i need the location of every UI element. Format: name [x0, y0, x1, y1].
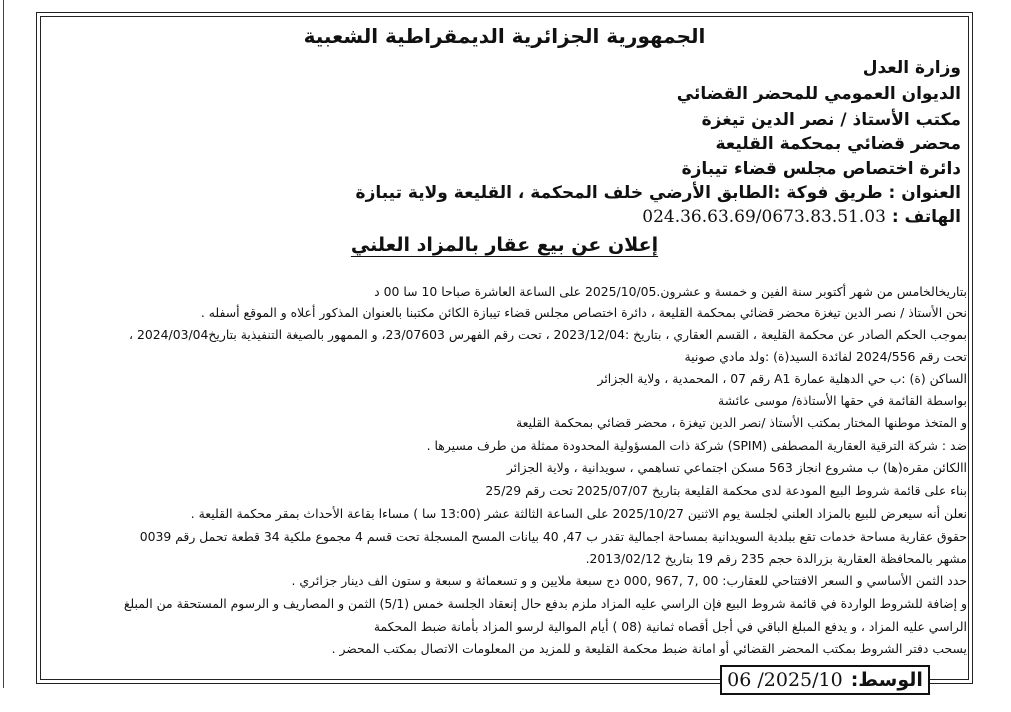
phone-label: الهاتف :	[891, 207, 961, 227]
phone-value: 024.36.63.69/0673.83.51.03	[642, 207, 886, 227]
body-line: بناء على قائمة شروط البيع المودعة لدى محكمة القليعة بتاريخ 2025/07/07 تحت رقم 25/29	[485, 483, 967, 498]
body-line: الساكن (ة) :ب حي الدهلية عمارة A1 رقم 07 ، المحمدية ، ولاية الجزائر	[597, 371, 967, 386]
bailiff-line: محضر قضائي بمحكمة القليعة	[715, 134, 961, 154]
office-line: الديوان العمومي للمحضر القضائي	[676, 84, 961, 104]
body-line: و المتخذ موطنها المختار بمكتب الأستاذ /نصر الدين تيغزة ، محضر قضائي بمحكمة القليعة	[515, 415, 967, 430]
body-line: الراسي عليه المزاد ، و يدفع المبلغ الباقي في أجل أقصاه ثمانية (08 ) أيام الموالية لرسو المزاد بأمانة ضبط المحكمة	[373, 619, 967, 634]
body-line: و إضافة للشروط الواردة في قائمة شروط البيع فإن الراسي عليه المزاد ملزم بدفع حال إنعقاد الجلسة خمس (5/1) الثمن و المصاريف و الرسوم المستحقة من المبلغ	[123, 596, 967, 611]
bureau-line: مكتب الأستاذ / نصر الدين تيغزة	[701, 110, 961, 130]
body-line: بتاريخالخامس من شهر أكتوبر سنة الفين و خمسة و عشرون.2025/10/05 على الساعة العاشرة صباحا 10 سا 00 د	[374, 284, 967, 299]
jurisdiction-line: دائرة اختصاص مجلس قضاء تيبازة	[681, 159, 961, 179]
address-label: العنوان :	[888, 183, 961, 203]
body-line: نحن الأستاذ / نصر الدين تيغزة محضر قضائي بمحكمة القليعة ، دائرة اختصاص مجلس قضاء تيبازة الكائن مكتبنا بالعنوان المذكور أعلاه و الموقع أسفله .	[200, 305, 967, 320]
body-line: بواسطة القائمة في حقها الأستاذة/ موسى عائشة	[718, 393, 967, 408]
republic-title: الجمهورية الجزائرية الديمقراطية الشعبية	[303, 24, 706, 48]
date-value: 2025/10/ 06	[727, 669, 843, 691]
ministry-line: وزارة العدل	[862, 58, 961, 78]
announcement-title: إعلان عن بيع عقار بالمزاد العلني	[350, 234, 659, 256]
body-line: بموجب الحكم الصادر عن محكمة القليعة ، القسم العقاري ، بتاريخ :2023/12/04 ، تحت رقم الفهرس 23/07603، و الممهور بالصيغة التنفيذية بتاريخ2024/03/04 ،	[129, 327, 967, 342]
address-value: طريق فوكة :الطابق الأرضي خلف المحكمة ، القليعة ولاية تيبازة	[355, 183, 883, 203]
body-line: نعلن أنه سيعرض للبيع بالمزاد العلني لجلسة يوم الاثنين 2025/10/27 على الساعة الثالثة عشر (13:00 سا ) مساءا بقاعة الأحداث بمقر محكمة القليعة .	[190, 506, 967, 521]
body-line: حدد الثمن الأساسي و السعر الافتتاحي للعقارب: 00 ,7 ,967 ,000 دج سبعة ملايين و و تسعمائة و سبعة و ستون الف دينار جزائري .	[291, 573, 967, 588]
body-line: مشهر بالمحافظة العقارية بزرالدة حجم 235 رقم 19 بتاريخ 2013/02/12.	[585, 551, 967, 566]
body-line: االكائن مقره(ها) ب مشروع انجاز 563 مسكن اجتماعي تساهمي ، سويدانية ، ولاية الجزائر	[506, 460, 967, 475]
date-label: الوسط:	[850, 669, 923, 691]
address-line	[356, 183, 961, 203]
publication-date-box	[720, 665, 930, 695]
body-line: حقوق عقارية مساحة خدمات تقع ببلدية السويدانية بمساحة اجمالية تقدر ب 47, 40 بيانات المسح المسجلة تحت قسم 4 مجموع ملكية 34 قطعة تحمل رقم 0039	[139, 529, 967, 544]
body-line: ضد : شركة الترقية العقارية المصطفى (SPIM) شركة ذات المسؤولية المحدودة ممثلة من طرف مسيرها .	[426, 438, 967, 453]
body-line: يسحب دفتر الشروط بمكتب المحضر القضائي أو امانة ضبط محكمة القليعة و للمزيد من المعلومات الاتصال بمكتب المحضر .	[331, 641, 967, 656]
phone-line	[642, 207, 961, 227]
page-edge-rule	[3, 0, 4, 688]
body-line: تحت رقم 2024/556 لفائدة السيد(ة) :ولد مادي صونية	[684, 349, 967, 364]
